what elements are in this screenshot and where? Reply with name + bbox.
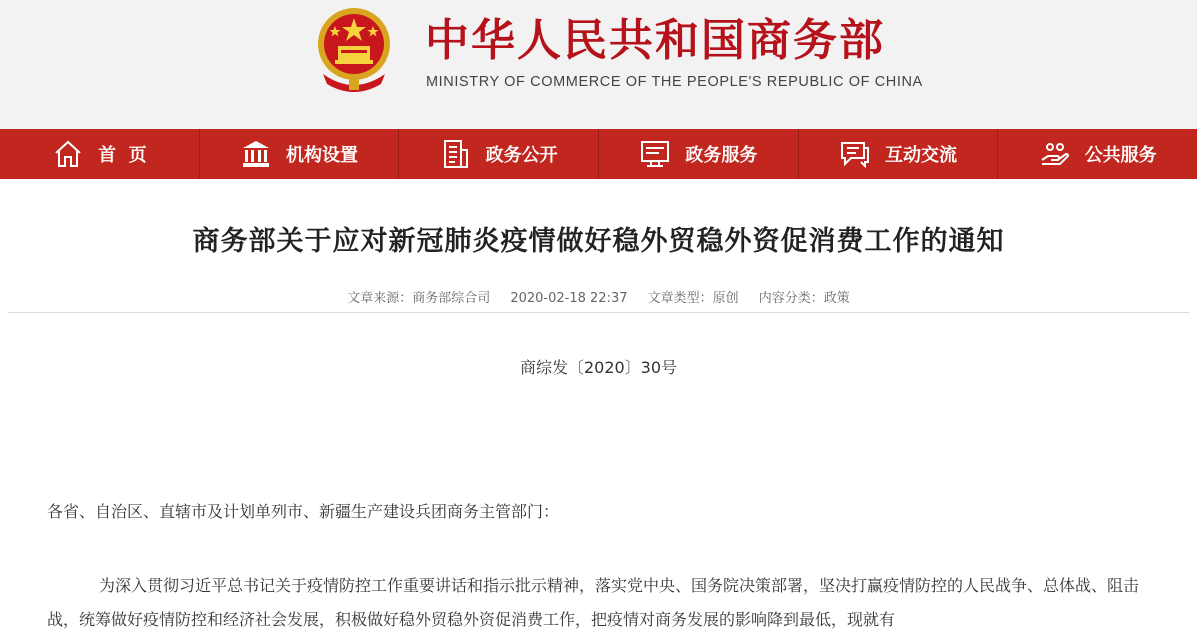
meta-source: 文章来源：商务部综合司 (347, 291, 491, 306)
nav-label: 公共服务 (1084, 145, 1157, 166)
nav-label: 首 页 (98, 145, 147, 166)
nav-item-organization[interactable] (200, 129, 400, 179)
nav-label: 政务公开 (485, 145, 558, 166)
site-title[interactable]: 中华人民共和国商务部 (425, 15, 885, 66)
hand-service-icon (1039, 138, 1071, 170)
meta-datetime: 2020-02-18 22:37 (510, 291, 628, 306)
nav-item-gov-affairs-public[interactable] (399, 129, 599, 179)
monitor-icon (639, 138, 671, 170)
nav-label: 机构设置 (286, 145, 358, 166)
article-title: 商务部关于应对新冠肺炎疫情做好稳外贸稳外资促消费工作的通知 (192, 226, 1005, 257)
nav-label: 互动交流 (885, 145, 958, 166)
body-paragraph: 为深入贯彻习近平总书记关于疫情防控工作重要讲话和指示批示精神，落实党中央、国务院决策部署，坚决打赢疫情防控的人民战争、总体战、阻击战，统筹做好疫情防控和经济社会发展，积极做好稳外贸稳外资促消费工作，把疫情对商务发展的影响降到最低，现就有 (47, 576, 1140, 629)
document-number: 商综发〔2020〕30号 (519, 358, 678, 377)
chat-icon (839, 138, 871, 170)
building-icon (240, 138, 272, 170)
meta-type: 文章类型：原创 (647, 291, 739, 306)
divider (8, 312, 1189, 313)
addressee: 各省、自治区、直辖市及计划单列市、新疆生产建设兵团商务主管部门： (47, 502, 560, 521)
document-icon (440, 138, 472, 170)
nav-item-home[interactable] (0, 129, 200, 179)
site-subtitle: MINISTRY OF COMMERCE OF THE PEOPLE'S REPUBLIC OF CHINA (426, 74, 923, 90)
home-icon (52, 138, 84, 170)
main-navigation (0, 129, 1197, 179)
site-header (0, 0, 1197, 129)
nav-item-gov-services[interactable] (599, 129, 799, 179)
nav-item-interaction[interactable] (799, 129, 999, 179)
meta-category: 内容分类：政策 (758, 291, 850, 306)
nav-item-public-services[interactable] (998, 129, 1197, 179)
nav-label: 政务服务 (685, 145, 758, 166)
article-meta (0, 287, 1197, 306)
national-emblem-icon[interactable] (311, 4, 397, 94)
